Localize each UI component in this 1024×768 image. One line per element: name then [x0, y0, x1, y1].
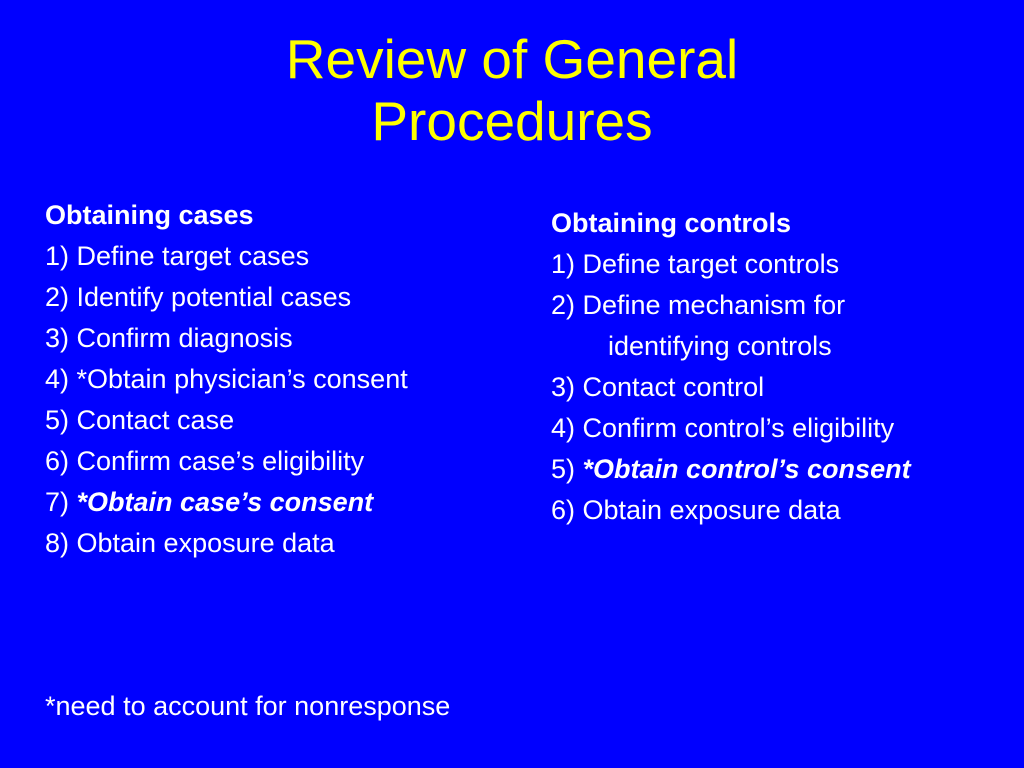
controls-item-2: 2) Define mechanism for [551, 290, 846, 320]
cases-item-8: 8) Obtain exposure data [45, 528, 335, 558]
controls-item-6: 6) Obtain exposure data [551, 495, 841, 525]
controls-item-3: 3) Contact control [551, 372, 765, 402]
controls-item-5-prefix: 5) [551, 454, 583, 484]
cases-item-5: 5) Contact case [45, 405, 235, 435]
controls-heading: Obtaining controls [551, 208, 791, 238]
cases-item-2: 2) Identify potential cases [45, 282, 352, 312]
cases-heading: Obtaining cases [45, 200, 254, 230]
controls-item-2-continuation: identifying controls [608, 331, 832, 361]
cases-item-6: 6) Confirm case’s eligibility [45, 446, 365, 476]
cases-column [45, 195, 525, 564]
slide-title-line-1: Review of General [285, 28, 739, 90]
controls-item-4: 4) Confirm control’s eligibility [551, 413, 895, 443]
cases-item-7-emphasis: *Obtain case’s consent [76, 487, 374, 517]
cases-item-1: 1) Define target cases [45, 241, 310, 271]
controls-column [551, 203, 1011, 531]
controls-item-5 [551, 449, 1011, 490]
cases-item-7 [45, 482, 525, 523]
footnote: *need to account for nonresponse [45, 691, 451, 721]
slide-title-line-2: Procedures [371, 90, 653, 152]
cases-item-7-prefix: 7) [45, 487, 77, 517]
controls-item-5-emphasis: *Obtain control’s consent [582, 454, 911, 484]
cases-item-4: 4) *Obtain physician’s consent [45, 364, 408, 394]
controls-item-1: 1) Define target controls [551, 249, 840, 279]
cases-item-3: 3) Confirm diagnosis [45, 323, 293, 353]
slide-title [0, 28, 1024, 152]
